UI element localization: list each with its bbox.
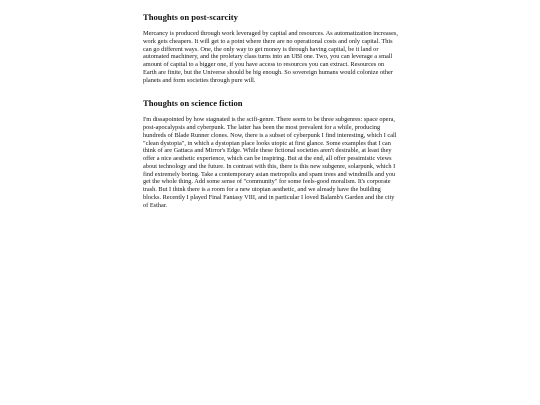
post-post-scarcity <box>143 12 398 84</box>
post-body: Mercancy is produced through work leveraged by capital and resources. As automatization increases, work gets cheapers. It will get to a point where there are no operational costs and only capital. This can go different ways. One, the only way to get money is through having capital, be it land or automated machinery, and the proletary class turns into an UBI one. Two, you can leverage a small amount of capital to a bigger one, if you have access to resources you can extract. Resources on Earth are finite, but the Universe should be big enough. So sovereign humans would colonize other planets and form societies through pure will. <box>143 30 398 84</box>
post-body: I'm dissapointed by how stagnated is the scifi-genre. There seem to be three subgenres: space opera, post-apocalypsis and cyberpunk. The latter has been the most prevalent for a while, producing hundreds of Blade Runner clones. Now, there is a subset of cyberpunk I find interesting, which I call "clean dystopia", in which a dystopian place looks utopic at first glance. Some examples that I can think of are Gattaca and Mirror's Edge. While these fictional societies aren't desirable, at least they offer a nice aesthetic experience, which can be inspiring. But at the end, all offer pessimistic views about technology and the future. In contrast with this, there is this new subgenre, solarpunk, which I find extremely boring. Take a contemporary asian metropolis and spam trees and windmills and you get the whole thing. Add some sense of "community" for some feels-good moralism. It's corporate trash. But I think there is a room for a new utopian aesthetic, and we already have the building blocks. Recently I played Final Fantasy VIII, and in particular I loved Balamb's Garden and the city of Esthar. <box>143 116 397 209</box>
post-science-fiction <box>143 98 398 209</box>
post-title: Thoughts on science fiction <box>143 98 243 109</box>
post-title: Thoughts on post-scarcity <box>143 12 238 22</box>
page-content <box>143 12 398 223</box>
